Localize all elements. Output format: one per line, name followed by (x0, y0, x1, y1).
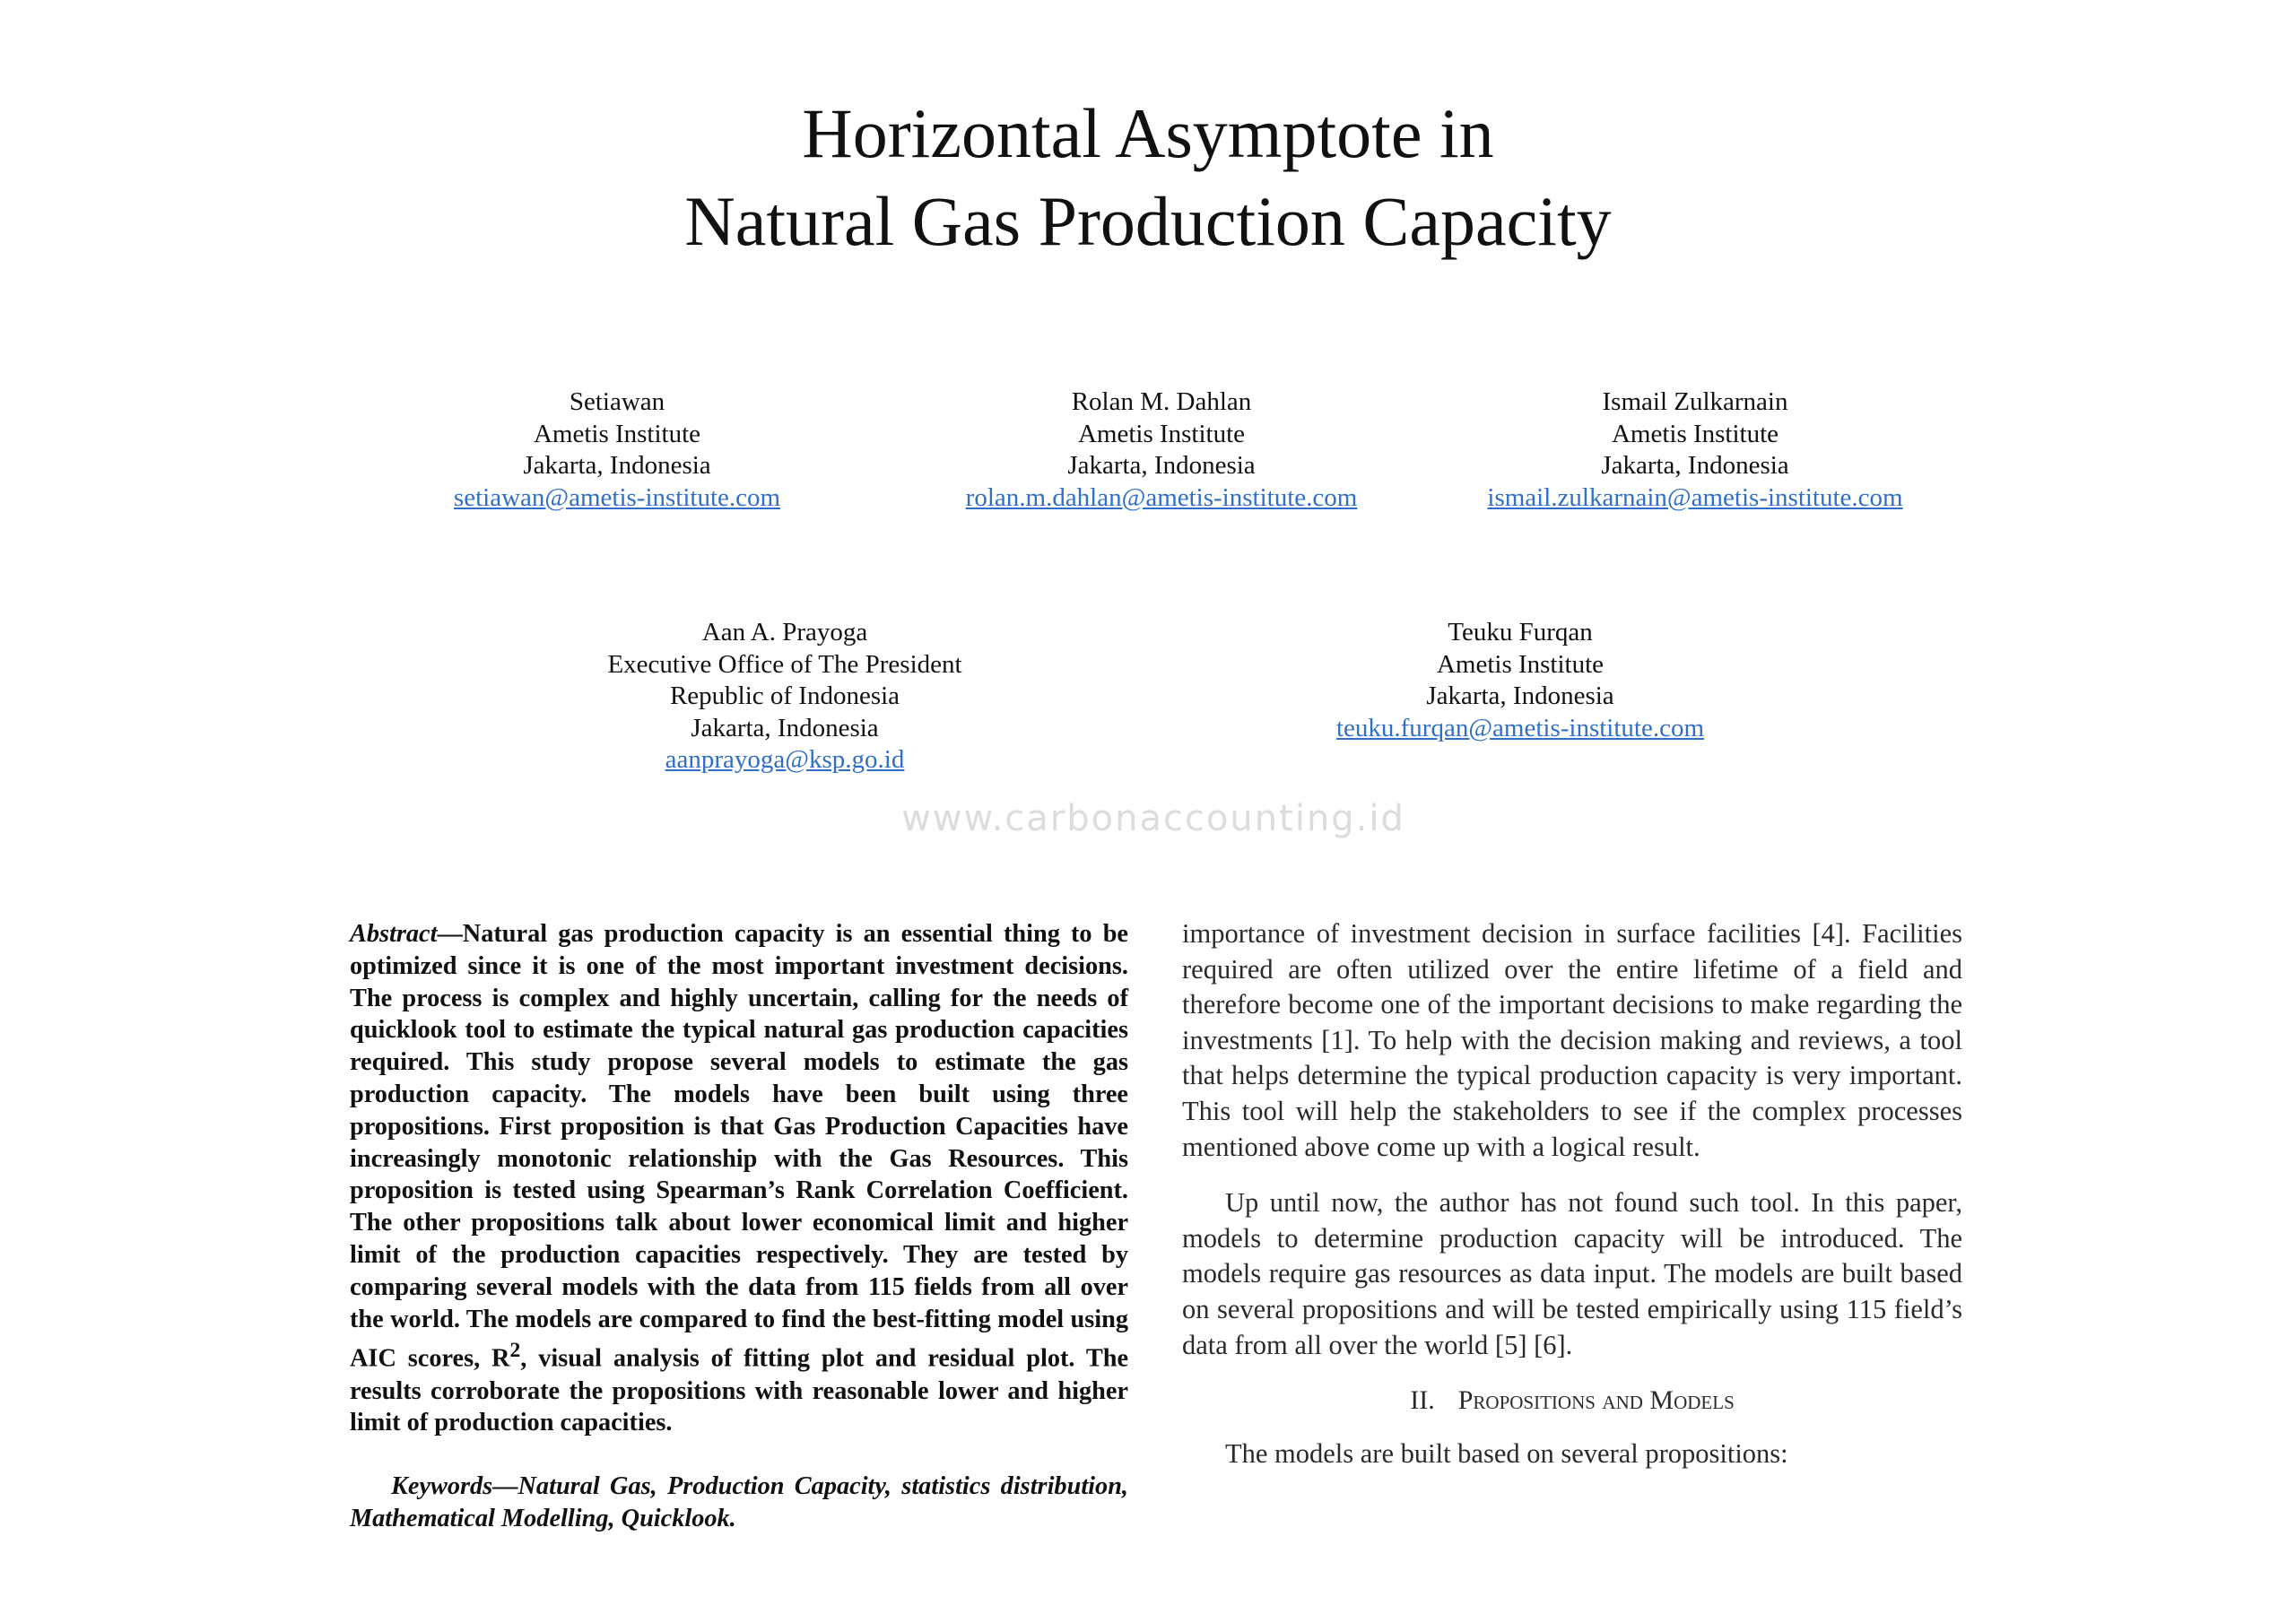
author-affiliation: Ametis Institute (1077, 419, 1246, 448)
author-email-link[interactable]: aanprayoga@ksp.go.id (665, 745, 905, 774)
body-paragraph: importance of investment decision in surface facilities [4]. Facilities required are often utilized over the entire lifetime of a field and therefore become one of the important decisions to make regarding the investments [1]. To help with the decision making and reviews, a tool that helps determine the typical production capacity is very important. This tool will help the stakeholders to see if the complex processes mentioned above come up with a logical result. (1182, 918, 1962, 1162)
body-paragraph: Up until now, the author has not found such tool. In this paper, models to determine production capacity will be introduced. The models require gas resources as data input. The models are built based on several propositions and will be tested empirically using 115 field’s data from all over the world [5] [6]. (1182, 1187, 1962, 1360)
keywords-text: Natural Gas, Production Capacity, statistics distribution, Mathematical Modelling, Quicklook. (350, 1472, 1128, 1532)
title-line-2: Natural Gas Production Capacity (684, 182, 1612, 260)
abstract-text: Natural gas production capacity is an essential thing to be optimized since it is one of the most important investment decisions. The process is complex and highly uncertain, calling for the needs of quicklook tool to estimate the typical natural gas production capacities required. This study propose several models to estimate the gas production capacity. The models have been built using three propositions. First proposition is that Gas Production Capacities have increasingly monotonic relationship with the Gas Resources. This proposition is tested using Spearman’s Rank Correlation Coefficient. The other propositions talk about lower economical limit and higher limit of the production capacities respectively. They are tested by comparing several models with the data from 115 fields from all over the world. The models are compared to find the best-fitting model using AIC scores, (350, 920, 1128, 1373)
author-email-link[interactable]: teuku.furqan@ametis-institute.com (1335, 713, 1705, 742)
abstract (350, 918, 1128, 1439)
r-squared: R (491, 1344, 510, 1373)
section-title: Propositions and Models (1457, 1385, 1735, 1416)
abstract-dash: — (437, 920, 463, 948)
author-block (1471, 386, 1919, 514)
author-affiliation: Ametis Institute (1611, 419, 1779, 448)
r-squared-exponent: 2 (509, 1339, 521, 1363)
author-block (1323, 617, 1718, 744)
author-email-link[interactable]: ismail.zulkarnain@ametis-institute.com (1487, 482, 1903, 512)
title-line-1: Horizontal Asymptote in (802, 94, 1494, 172)
author-location: Jakarta, Indonesia (1601, 451, 1789, 480)
body-paragraph: The models are built based on several propositions: (1225, 1438, 1788, 1470)
author-name: Aan A. Prayoga (701, 618, 868, 647)
author-block (946, 386, 1377, 514)
abstract-label: Abstract (350, 920, 438, 948)
section-number: II. (1410, 1385, 1435, 1416)
author-block (587, 617, 982, 777)
author-location: Jakarta, Indonesia (1426, 681, 1614, 710)
author-affiliation: Ametis Institute (533, 419, 701, 448)
author-name: Teuku Furqan (1448, 618, 1593, 647)
keywords-dash: — (492, 1472, 518, 1501)
right-column (1182, 916, 1962, 1472)
keywords (350, 1471, 1128, 1535)
author-name: Setiawan (569, 387, 665, 416)
left-column (350, 918, 1128, 1535)
watermark: www.carbonaccounting.id (901, 798, 1405, 839)
author-name: Rolan M. Dahlan (1071, 387, 1252, 416)
author-email-link[interactable]: rolan.m.dahlan@ametis-institute.com (965, 482, 1358, 512)
author-affiliation: Republic of Indonesia (669, 681, 900, 710)
author-affiliation: Executive Office of The President (607, 649, 962, 679)
author-location: Jakarta, Indonesia (691, 713, 879, 742)
author-affiliation: Ametis Institute (1436, 649, 1605, 679)
author-block (438, 386, 796, 514)
keywords-label: Keywords (391, 1472, 493, 1501)
author-name: Ismail Zulkarnain (1602, 387, 1788, 416)
paper-title (0, 90, 2296, 265)
abstract-text-end: , visual analysis of fitting plot and residual plot. The results corroborate the propositions with reasonable lower and higher limit of production capacities. (350, 1344, 1128, 1437)
section-heading (1182, 1383, 1962, 1419)
author-location: Jakarta, Indonesia (523, 451, 711, 480)
author-email-link[interactable]: setiawan@ametis-institute.com (453, 482, 781, 512)
author-location: Jakarta, Indonesia (1067, 451, 1256, 480)
